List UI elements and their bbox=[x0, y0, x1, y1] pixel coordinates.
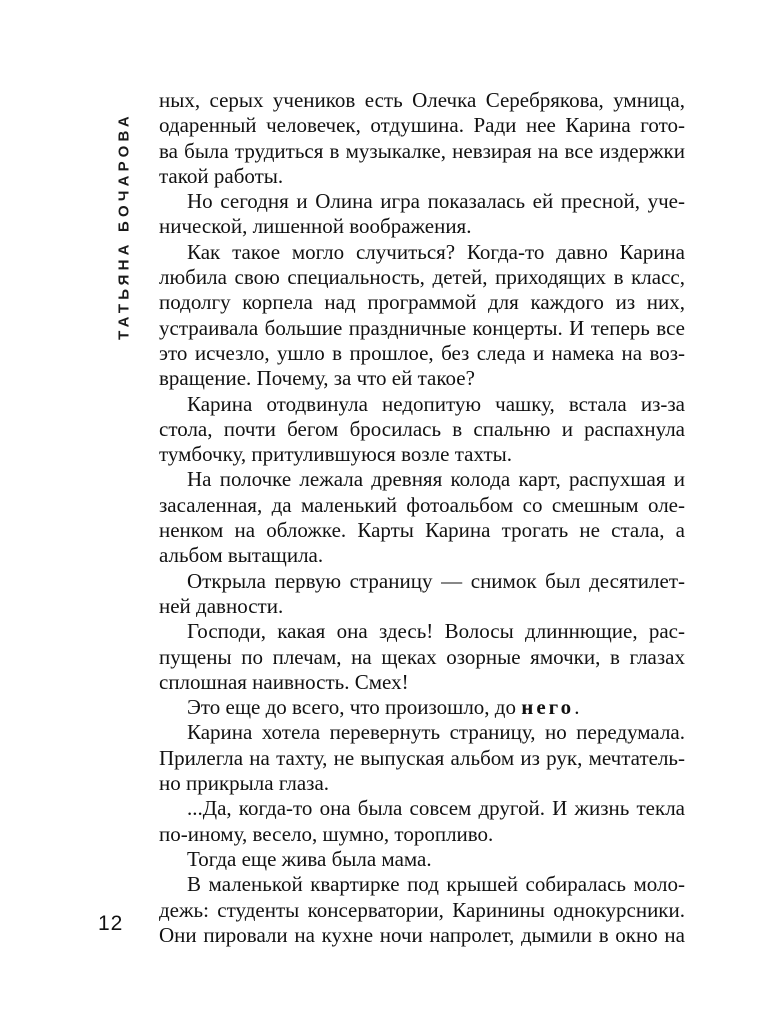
text-line: На полочке лежала древняя колода карт, распухшая и bbox=[187, 467, 685, 492]
paragraph bbox=[159, 847, 685, 872]
text-line: нической, лишенной воображения. bbox=[159, 214, 472, 239]
text-line: такой работы. bbox=[159, 163, 284, 188]
text-line: одаренный человечек, отдушина. Ради нее Карина гото- bbox=[159, 113, 685, 138]
text-line: Карина хотела перевернуть страницу, но передумала. bbox=[187, 720, 685, 745]
text-line: Как такое могло случиться? Когда-то давно Карина bbox=[187, 239, 685, 264]
text-line: Открыла первую страницу — снимок был десятилет- bbox=[187, 568, 685, 593]
text-line: это исчезло, ушло в прошлое, без следа и намека на воз- bbox=[159, 340, 685, 365]
text-line: сплошная наивность. Смех! bbox=[159, 669, 409, 694]
running-head-author: ТАТЬЯНА БОЧАРОВА bbox=[115, 112, 133, 340]
paragraph bbox=[159, 619, 685, 695]
text-line: Прилегла на тахту, не выпуская альбом из рук, мечтатель- bbox=[159, 745, 685, 770]
text-line: В маленькой квартирке под крышей собиралась моло- bbox=[187, 872, 685, 897]
text-line bbox=[159, 695, 685, 720]
paragraph bbox=[159, 240, 685, 392]
text-line: Они пировали на кухне ночи напролет, дымили в окно на bbox=[159, 922, 685, 947]
paragraph bbox=[159, 695, 685, 720]
paragraph bbox=[159, 720, 685, 796]
text-run: Это еще до всего, что произошло, до bbox=[187, 695, 522, 720]
paragraph bbox=[159, 88, 685, 189]
text-line: Тогда еще жива была мама. bbox=[187, 846, 432, 871]
text-line: альбом вытащила. bbox=[159, 543, 324, 568]
text-line: но прикрыла глаза. bbox=[159, 771, 330, 796]
paragraph bbox=[159, 189, 685, 240]
running-head bbox=[110, 96, 138, 356]
text-line: Господи, какая она здесь! Волосы длиннющие, рас- bbox=[187, 619, 685, 644]
text-line: вращение. Почему, за что ей такое? bbox=[159, 366, 475, 391]
paragraph bbox=[159, 467, 685, 568]
text-run: . bbox=[574, 695, 580, 720]
emphasized-word: него bbox=[521, 695, 575, 720]
text-line: Карина отодвинула недопитую чашку, встала из-за bbox=[187, 391, 685, 416]
text-line: любила свою специальность, детей, приходящих в класс, bbox=[159, 265, 685, 290]
text-line: Но сегодня и Олина игра показалась ей пресной, уче- bbox=[187, 189, 685, 214]
paragraph bbox=[159, 872, 685, 948]
text-line: ней давности. bbox=[159, 593, 284, 618]
text-line: устраивала большие праздничные концерты. И теперь все bbox=[159, 315, 685, 340]
paragraph bbox=[159, 796, 685, 847]
text-line: ных, серых учеников есть Олечка Серебрякова, умница, bbox=[159, 88, 685, 112]
text-line: тумбочку, притулившуюся возле тахты. bbox=[159, 442, 512, 467]
text-line: засаленная, да маленький фотоальбом со смешным оле- bbox=[159, 492, 685, 517]
paragraph bbox=[159, 392, 685, 468]
text-line: стола, почти бегом бросилась в спальню и распахнула bbox=[159, 416, 685, 441]
text-line: дежь: студенты консерватории, Каринины однокурсники. bbox=[159, 897, 685, 922]
text-line: ва была трудиться в музыкалке, невзирая на все издержки bbox=[159, 138, 685, 163]
text-line: ненком на обложке. Карты Карина трогать не стала, а bbox=[159, 518, 685, 543]
text-line: пущены по плечам, на щеках озорные ямочки, в глазах bbox=[159, 644, 685, 669]
body-text bbox=[159, 88, 685, 948]
text-line: подолгу корпела над программой для каждого из них, bbox=[159, 290, 685, 315]
page-number: 12 bbox=[98, 912, 124, 935]
paragraph bbox=[159, 569, 685, 620]
text-line: по-иному, весело, шумно, торопливо. bbox=[159, 821, 494, 846]
text-line: ...Да, когда-то она была совсем другой. И жизнь текла bbox=[187, 796, 685, 821]
